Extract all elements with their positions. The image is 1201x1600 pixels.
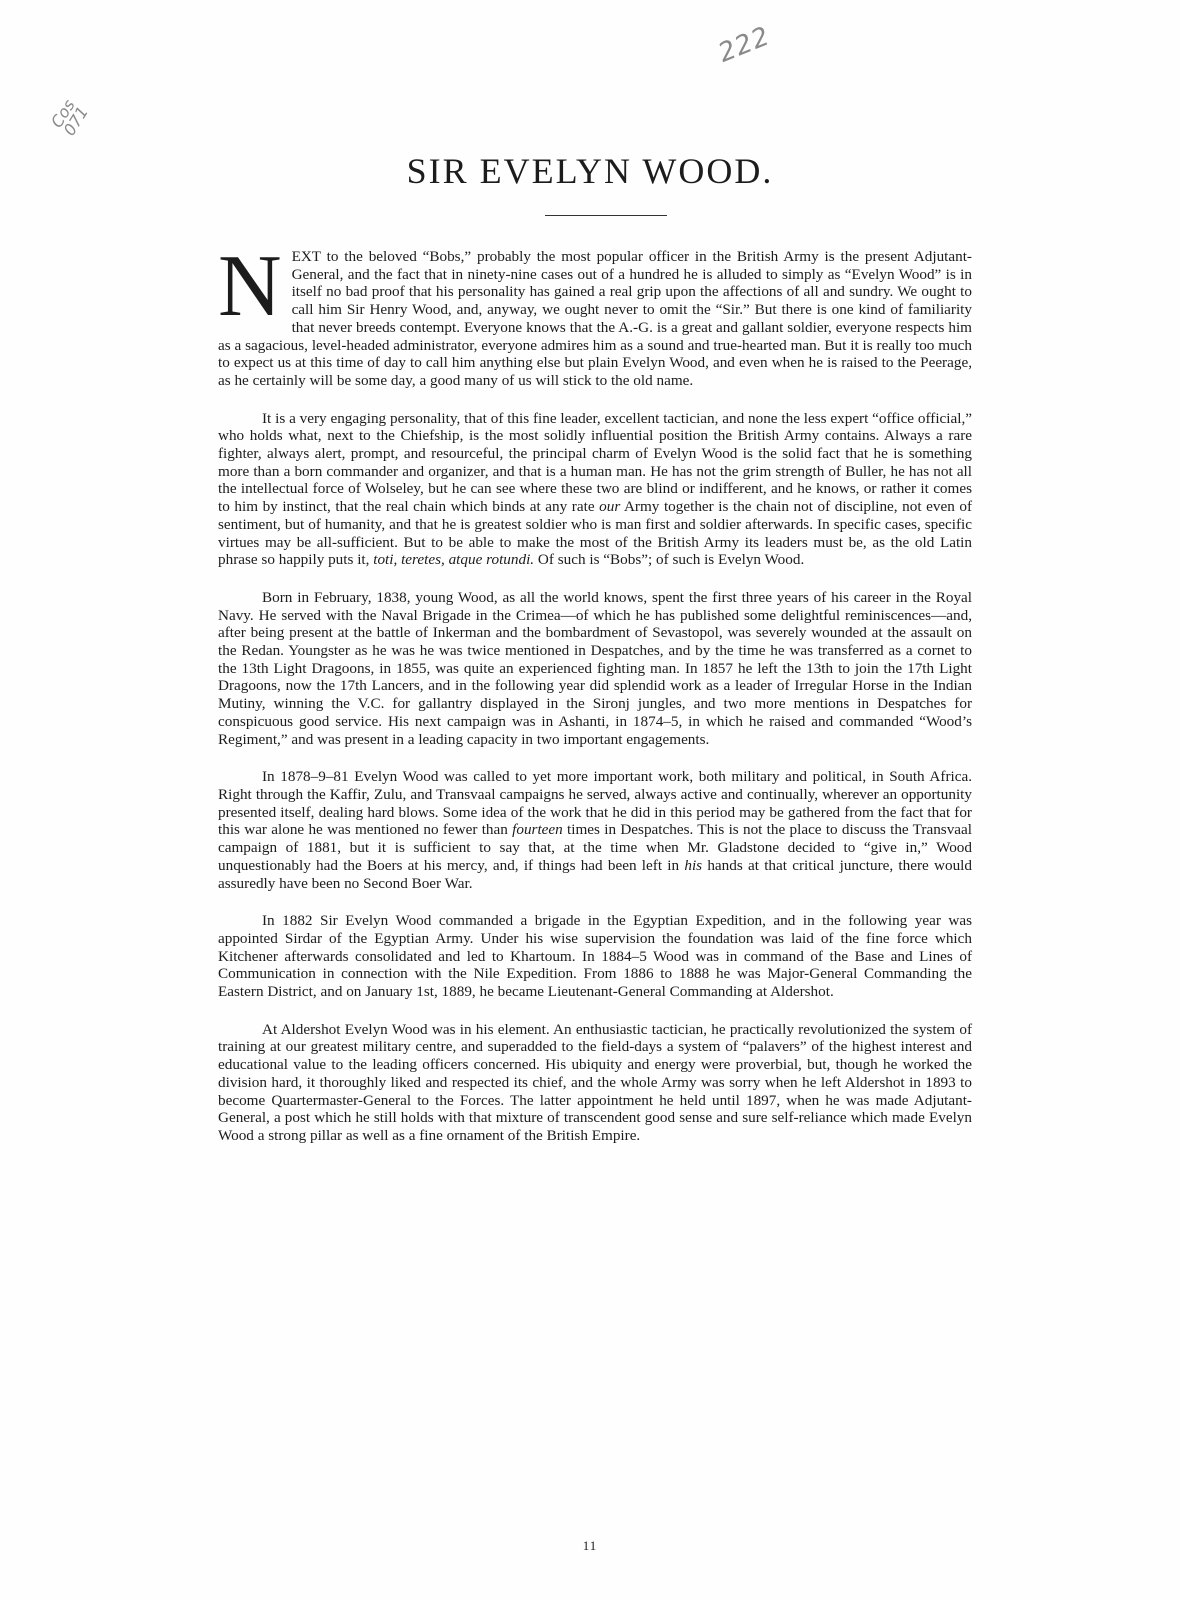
paragraph-2-part-3: Of such is “Bobs”; of such is Evelyn Wood. — [534, 551, 805, 569]
paragraph-1-text: EXT to the beloved “Bobs,” probably the most popular officer in the British Army is the present Adjutant-General, and the fact that in ninety-nine cases out of a hundred he is alluded to simply as “Evelyn Wood” is in itself no bad proof that his personality has gained a real grip upon the affections of all and sundry. We ought to call him Sir Henry Wood, and, anyway, we ought never to omit the “Sir.” But there is one kind of familiarity that never breeds contempt. Everyone knows that the A.-G. is a great and gallant soldier, everyone respects him as a sagacious, level-headed administrator, everyone admires him as a sound and true-hearted man. But it is really too much to expect us at this time of day to call him anything else but plain Evelyn Wood, and even when he is raised to the Peerage, as he certainly will be some day, a good many of us will stick to the old name. — [218, 248, 972, 389]
page-number: 11 — [582, 1538, 598, 1553]
handwritten-note-top-right: 222 — [714, 21, 775, 69]
paragraph-3-text: Born in February, 1838, young Wood, as all the world knows, spent the first three years of his career in the Royal Navy. He served with the Naval Brigade in the Crimea—of which he has published some delightful reminiscences—and, after being present at the battle of Inkerman and the bombardment of Sevastopol, was severely wounded at the assault on the Redan. Youngster as he was he was twice mentioned in Despatches, and by the time he was transferred as a cornet to the 13th Light Dragoons, in 1855, was quite an experienced fighting man. In 1857 he left the 13th to join the 17th Light Dragoons, now the 17th Lancers, and in the following year did splendid work as a leader of Irregular Horse in the Indian Mutiny, winning the V.C. for gallantry displayed in the Sironj jungles, and two more mentions in Despatches for conspicuous good service. His next campaign was in Ashanti, in 1874–5, in which he raised and commanded “Wood’s Regiment,” and was present in a leading capacity in two important engagements. — [218, 588, 972, 748]
paragraph-5-text: In 1882 Sir Evelyn Wood commanded a brigade in the Egyptian Expedition, and in the following year was appointed Sirdar of the Egyptian Army. Under his wise supervision the foundation was laid of the fine force which Kitchener afterwards consolidated and led to Khartoum. In 1884–5 Wood was in command of the Base and Lines of Communication in connection with the Nile Expedition. From 1886 to 1888 he was Major-General Commanding the Eastern District, and on January 1st, 1889, he became Lieutenant-General Commanding at Aldershot. — [218, 912, 972, 1001]
article-body — [218, 238, 973, 1165]
paragraph-3 — [218, 589, 972, 748]
page-edge — [1180, 0, 1201, 1600]
title-divider — [545, 215, 667, 216]
paragraph-1 — [218, 238, 972, 390]
article-title: SIR EVELYN WOOD. — [406, 151, 774, 191]
paragraph-2-emphasis-2: toti, teretes, atque rotundi. — [373, 551, 535, 569]
paragraph-4-part-1: In 1878–9–81 Evelyn Wood was called to yet more important work, both military and political, in South Africa. Right through the Kaffir, Zulu, and Transvaal campaigns he served, always active and continually, wherever an opportunity presented itself, dealing hard blows. Some idea of the work that he did in this period may be gathered from the fact that for this war alone he was mentioned no fewer than — [218, 768, 972, 839]
drop-cap: N — [218, 238, 282, 335]
paragraph-2 — [218, 410, 972, 569]
paragraph-6-text: At Aldershot Evelyn Wood was in his element. An enthusiastic tactician, he practically revolutionized the system of training at our greatest military centre, and superadded to the field-days a system of “palavers” of the highest interest and educational value to the leading officers concerned. His ubiquity and energy were proverbial, but, though he worked the division hard, it thoroughly liked and respected its chief, and the whole Army was sorry when he left Aldershot in 1893 to become Quartermaster-General to the Forces. The latter appointment he held until 1897, when he was made Adjutant-General, a post which he still holds with that mixture of transcendent good sense and sure self-reliance which made Evelyn Wood a strong pillar as well as a fine ornament of the British Empire. — [218, 1020, 972, 1144]
paragraph-6 — [218, 1021, 972, 1145]
paragraph-2-part-2: Army together is the chain not of discipline, not even of sentiment, but of humanity, and that he is greatest soldier who is man first and soldier afterwards. In specific cases, specific virtues may be all-sufficient. But to be able to make the most of the British Army its leaders must be, as the old Latin phrase so happily puts it, — [218, 498, 972, 569]
paragraph-4 — [218, 768, 972, 892]
paragraph-4-part-2: times in Despatches. This is not the place to discuss the Transvaal campaign of 1881, but it is sufficient to say that, at the time when Mr. Gladstone decided to “give in,” Wood unquestionably had the Boers at his mercy, and, if things had been left in — [218, 821, 973, 874]
paragraph-4-emphasis-2: his — [684, 856, 703, 874]
paragraph-4-part-3: hands at that critical juncture, there would assuredly have been no Second Boer War. — [218, 856, 972, 892]
paragraph-5 — [218, 912, 972, 1001]
paragraph-4-emphasis-1: fourteen — [512, 821, 563, 839]
paragraph-2-part-1: It is a very engaging personality, that of this fine leader, excellent tactician, and none the less expert “office official,” who holds what, next to the Chiefship, is the most solidly influential position the British Army contains. Always a rare fighter, always alert, prompt, and resourceful, the principal charm of Evelyn Wood is the solid fact that he is something more than a born commander and organizer, and that is a human man. He has not the grim strength of Buller, he has not all the intellectual force of Wolseley, but he can see where these two are blind or indifferent, and he knows, or rather it comes to him by instinct, that the real chain which binds at any rate — [218, 409, 972, 516]
handwritten-note-top-left: Cos 071 — [46, 96, 93, 139]
paragraph-2-emphasis-1: our — [599, 498, 621, 516]
